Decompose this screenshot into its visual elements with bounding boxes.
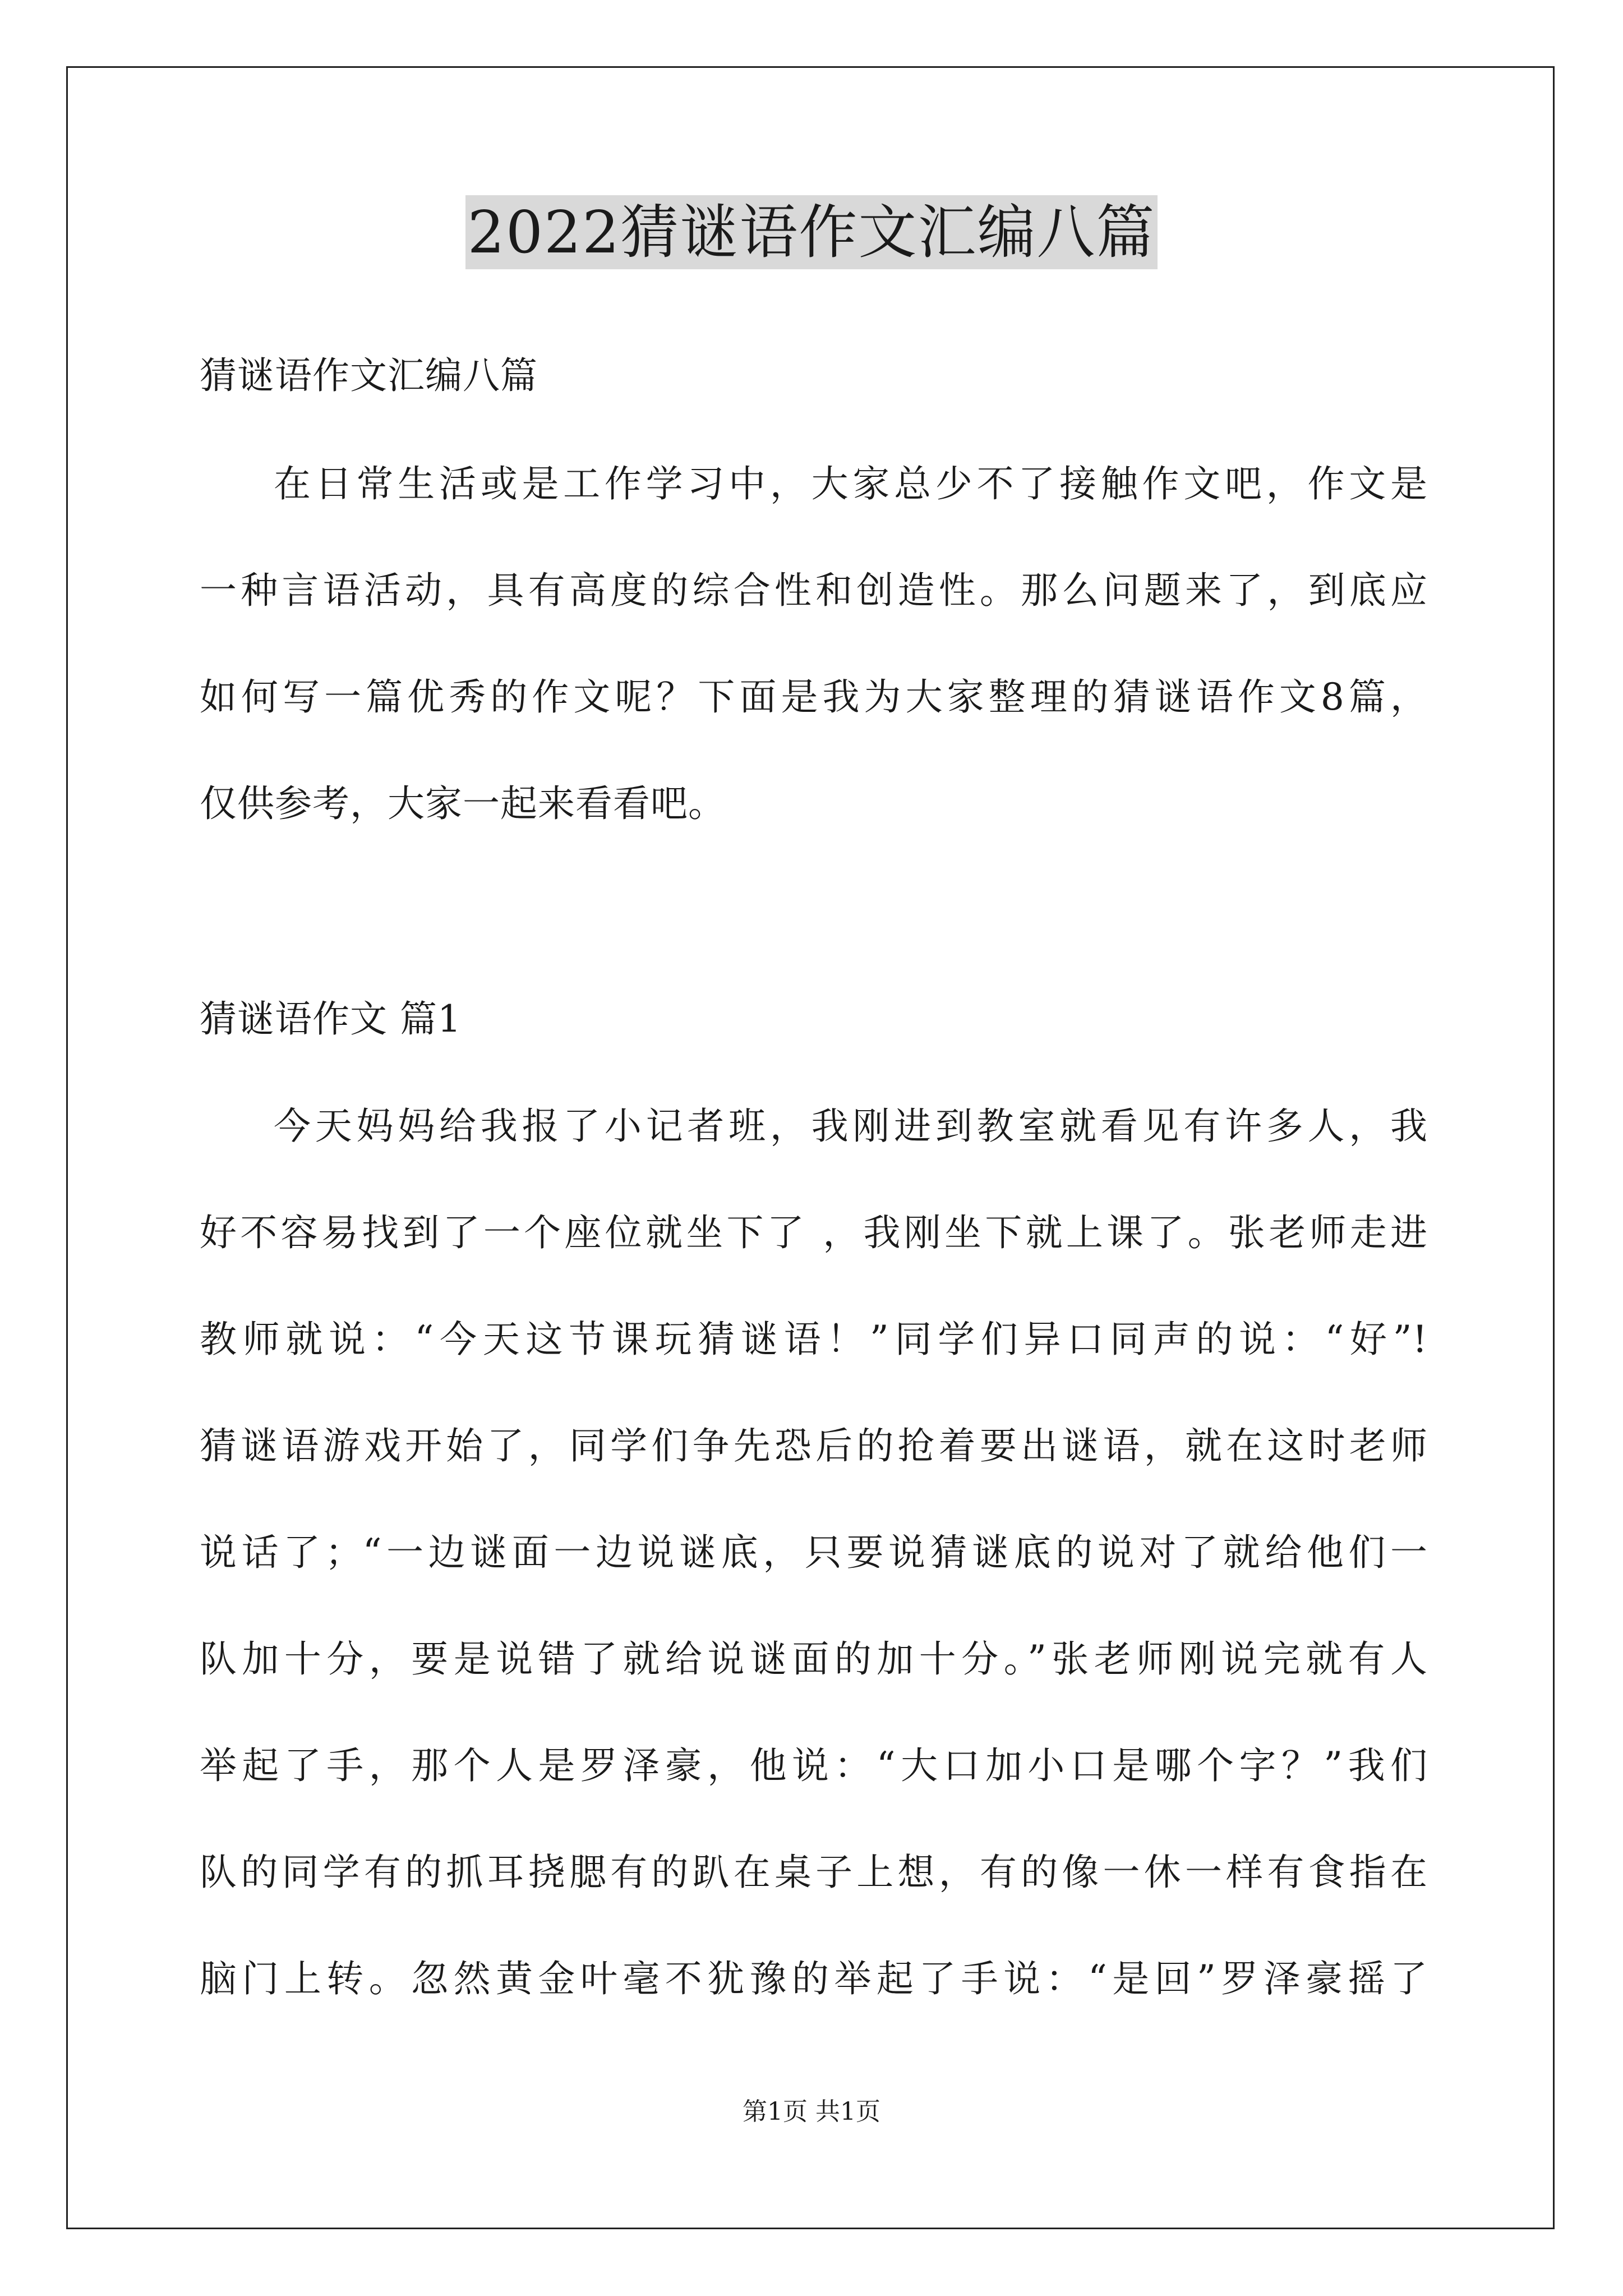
body-line-3: 教师就说：“今天这节课玩猜谜语！”同学们异口同声的说：“好”! — [200, 1318, 1428, 1361]
body-line-2: 好不容易找到了一个座位就坐下了 ，我刚坐下就上课了。张老师走进 — [200, 1211, 1428, 1254]
document-title: 2022猜谜语作文汇编八篇 — [465, 195, 1158, 269]
intro-line-1: 在日常生活或是工作学习中，大家总少不了接触作文吧，作文是 — [274, 462, 1428, 505]
body-line-9: 脑门上转。忽然黄金叶毫不犹豫的举起了手说：“是回”罗泽豪摇了 — [200, 1957, 1428, 2000]
body-line-4: 猜谜语游戏开始了，同学们争先恐后的抢着要出谜语，就在这时老师 — [200, 1424, 1428, 1467]
body-line-1: 今天妈妈给我报了小记者班，我刚进到教室就看见有许多人，我 — [274, 1105, 1428, 1148]
title-container — [0, 195, 1623, 269]
body-line-8: 队的同学有的抓耳挠腮有的趴在桌子上想，有的像一休一样有食指在 — [200, 1851, 1428, 1894]
body-line-7: 举起了手，那个人是罗泽豪，他说：“大口加小口是哪个字？”我们 — [200, 1744, 1428, 1787]
intro-line-4: 仅供参考，大家一起来看看吧。 — [200, 782, 726, 825]
intro-line-2: 一种言语活动，具有高度的综合性和创造性。那么问题来了，到底应 — [200, 569, 1428, 612]
document-subtitle: 猜谜语作文汇编八篇 — [200, 354, 538, 397]
page-footer: 第1页 共1页 — [743, 2097, 880, 2126]
intro-line-3: 如何写一篇优秀的作文呢？下面是我为大家整理的猜谜语作文8篇， — [200, 675, 1428, 719]
body-line-6: 队加十分，要是说错了就给说谜面的加十分。”张老师刚说完就有人 — [200, 1637, 1428, 1681]
section-heading: 猜谜语作文 篇1 — [200, 997, 462, 1041]
body-line-5: 说话了；“一边谜面一边说谜底，只要说猜谜底的说对了就给他们一 — [200, 1531, 1428, 1574]
